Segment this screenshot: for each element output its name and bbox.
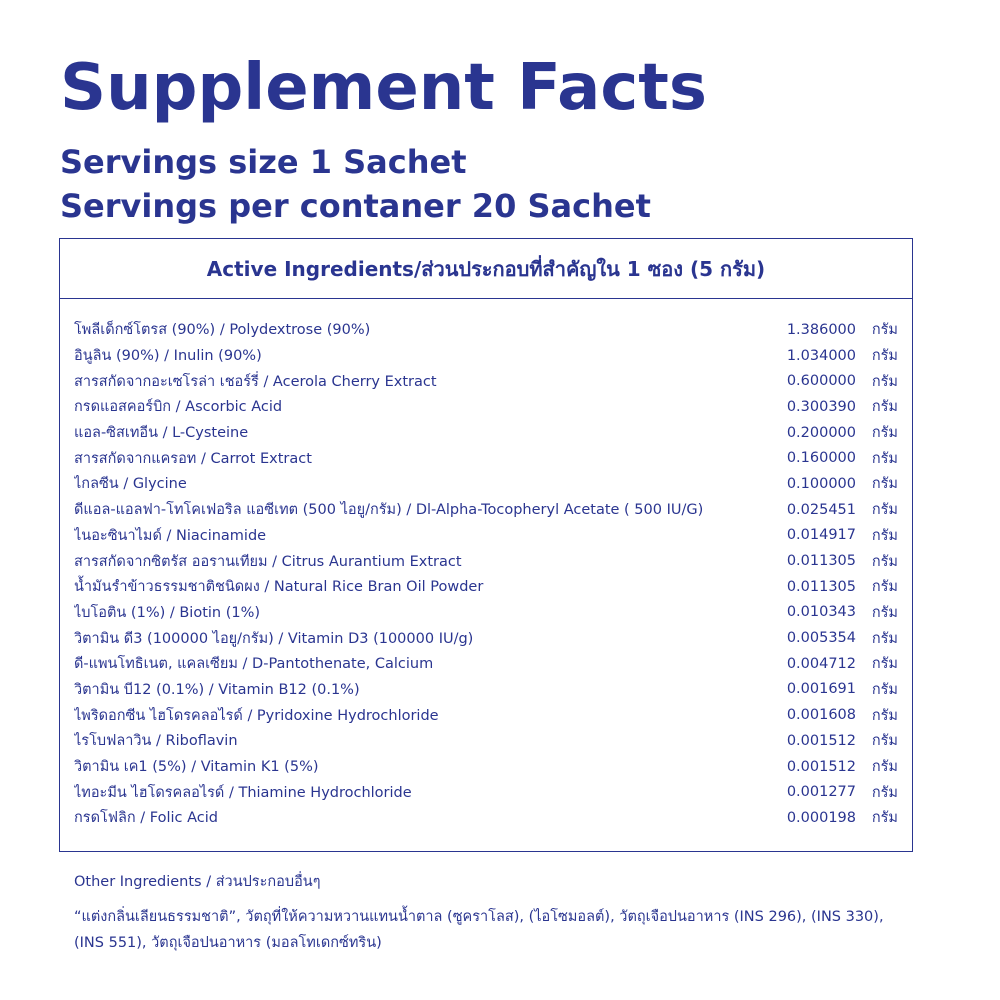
ingredient-amount: 1.034000 [786,347,856,364]
table-row [74,754,898,780]
ingredient-amount: 0.000198 [786,809,856,826]
table-row [74,343,898,369]
ingredient-name: สารสกัดจากซิตรัส ออรานเทียม / Citrus Aurantium Extract [74,553,462,570]
ingredient-amount: 0.200000 [786,424,856,441]
ingredient-amount: 0.004712 [786,655,856,672]
ingredient-name: แอล-ซิสเทอีน / L-Cysteine [74,425,249,442]
table-row [74,625,898,651]
ingredient-unit: กรัม [871,527,898,544]
ingredient-unit: กรัม [871,759,898,776]
ingredient-amount: 0.100000 [786,475,856,492]
ingredient-unit: กรัม [871,553,898,570]
ingredient-name: สารสกัดจากอะเซโรล่า เชอร์รี่ / Acerola Cherry Extract [74,373,437,390]
ingredient-name: อินูลิน (90%) / Inulin (90%) [74,348,262,365]
ingredient-amount: 1.386000 [786,321,856,338]
table-row [74,574,898,600]
ingredient-name: น้ำมันรำข้าวธรรมชาติชนิดผง / Natural Rice Bran Oil Powder [74,579,484,596]
servings-per-container: Servings per contaner 20 Sachet [60,187,651,225]
ingredient-unit: กรัม [871,322,898,339]
table-row [74,548,898,574]
ingredient-amount: 0.001512 [786,758,856,775]
ingredient-unit: กรัม [871,348,898,365]
ingredient-unit: กรัม [871,681,898,698]
ingredient-name: ไกลซีน / Glycine [74,476,187,493]
serving-size: Servings size 1 Sachet [60,143,467,181]
ingredient-name: วิตามิน ดี3 (100000 ไอยู/กรัม) / Vitamin D3 (100000 IU/g) [74,630,474,647]
ingredient-amount: 0.025451 [786,501,856,518]
other-ingredients-label: Other Ingredients / ส่วนประกอบอื่นๆ [74,874,321,890]
ingredient-name: ไบโอติน (1%) / Biotin (1%) [74,604,261,621]
page-title: Supplement Facts [60,51,707,125]
table-row [74,394,898,420]
active-ingredients-table [59,238,913,852]
ingredient-unit: กรัม [871,630,898,647]
ingredient-unit: กรัม [871,656,898,673]
table-row [74,471,898,497]
table-row [74,805,898,831]
ingredient-amount: 0.010343 [786,604,856,621]
table-row [74,779,898,805]
ingredient-name: วิตามิน เค1 (5%) / Vitamin K1 (5%) [74,759,319,776]
ingredient-amount: 0.300390 [786,398,856,415]
ingredient-name: ดี-แพนโทธิเนต, แคลเซียม / D-Pantothenate, Calcium [74,656,434,673]
table-row [74,445,898,471]
ingredient-name: ไพริดอกซีน ไฮโดรคลอไรด์ / Pyridoxine Hydrochloride [74,707,439,724]
other-ingredients-text: “แต่งกลิ่นเลียนธรรมชาติ”, วัตถุที่ให้ความหวานแทนน้ำตาล (ซูคราโลส), (ไอโซมอลต์), วัตถุเจือปนอาหาร (INS 296), (INS 330), (INS 551), วัตถุเจือปนอาหาร (มอลโทเดกซ์ทริน) [74,909,884,951]
ingredient-unit: กรัม [871,399,898,416]
ingredient-name: วิตามิน บี12 (0.1%) / Vitamin B12 (0.1%) [74,681,360,698]
ingredient-unit: กรัม [871,425,898,442]
table-row [74,497,898,523]
ingredient-unit: กรัม [871,502,898,519]
ingredient-name: สารสกัดจากแครอท / Carrot Extract [74,450,312,467]
ingredient-unit: กรัม [871,810,898,827]
ingredient-amount: 0.011305 [786,553,856,570]
ingredient-unit: กรัม [871,604,898,621]
ingredient-name: ไรโบฟลาวิน / Riboflavin [74,733,238,750]
table-row [74,728,898,754]
ingredient-amount: 0.001691 [786,681,856,698]
ingredient-amount: 0.160000 [786,450,856,467]
table-row [74,677,898,703]
ingredient-unit: กรัม [871,450,898,467]
ingredient-name: ไทอะมีน ไฮโดรคลอไรด์ / Thiamine Hydrochloride [74,784,412,801]
table-row [74,317,898,343]
ingredient-amount: 0.011305 [786,578,856,595]
ingredient-name: กรดโฟลิก / Folic Acid [74,810,219,827]
ingredient-name: ไนอะซินาไมด์ / Niacinamide [74,527,267,544]
ingredient-amount: 0.001277 [786,784,856,801]
ingredient-list [74,317,898,831]
table-header: Active Ingredients/ส่วนประกอบที่สำคัญใน 1 ซอง (5 กรัม) [60,239,912,299]
ingredient-name: กรดแอสคอร์บิก / Ascorbic Acid [74,399,283,416]
ingredient-name: ดีแอล-แอลฟา-โทโคเฟอริล แอซีเทต (500 ไอยู/กรัม) / Dl-Alpha-Tocopheryl Acetate ( 500 IU/G) [74,502,704,519]
table-row [74,600,898,626]
ingredient-amount: 0.014917 [786,527,856,544]
ingredient-unit: กรัม [871,707,898,724]
ingredient-unit: กรัม [871,733,898,750]
ingredient-amount: 0.005354 [786,630,856,647]
table-row [74,420,898,446]
ingredient-unit: กรัม [871,373,898,390]
table-row [74,702,898,728]
table-row [74,651,898,677]
ingredient-unit: กรัม [871,784,898,801]
ingredient-unit: กรัม [871,476,898,493]
table-row [74,368,898,394]
table-row [74,523,898,549]
ingredient-amount: 0.600000 [786,373,856,390]
ingredient-amount: 0.001512 [786,732,856,749]
ingredient-unit: กรัม [871,579,898,596]
ingredient-amount: 0.001608 [786,707,856,724]
ingredient-name: โพลีเด็กซ์โตรส (90%) / Polydextrose (90%) [74,322,371,339]
